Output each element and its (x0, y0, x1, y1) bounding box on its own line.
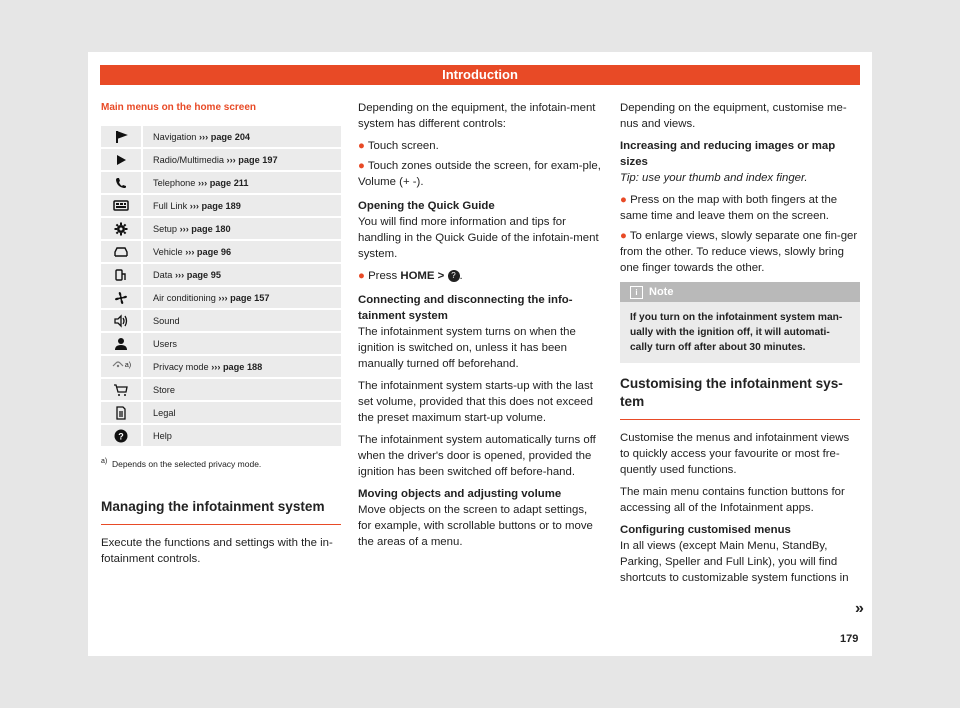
menus-subheading: Main menus on the home screen (101, 102, 257, 113)
menu-label: Store (143, 379, 341, 400)
help-icon: ? (448, 270, 460, 282)
menu-label: Data ››› page 95 (143, 264, 341, 285)
flag-icon (101, 126, 143, 147)
note-text: If you turn on the infotainment system man-ually with the ignition off, it will automati-cally turn off after about 30 minutes. (630, 312, 843, 353)
menu-label: Radio/Multimedia ››› page 197 (143, 149, 341, 170)
heading-quick-guide: Opening the Quick Guide (358, 200, 495, 212)
paragraph: In all views (except Main Menu, StandBy, Parking, Speller and Full Link), you will find shortcuts to customizable system functions in (620, 540, 849, 584)
chapter-header: Introduction (100, 65, 860, 85)
full-link-icon (101, 195, 143, 216)
section-title-customising: Customising the infotainment sys-tem (620, 375, 860, 420)
privacy-icon: a) (101, 356, 143, 377)
column-middle (358, 100, 603, 556)
heading-images: Increasing and reducing images or map sizes (620, 140, 836, 168)
menu-row (101, 425, 341, 446)
menu-row (101, 402, 341, 423)
data-icon (101, 264, 143, 285)
menu-row (101, 379, 341, 400)
heading-configuring: Configuring customised menus (620, 524, 791, 536)
menu-label: Full Link ››› page 189 (143, 195, 341, 216)
menu-row (101, 149, 341, 170)
menu-row (101, 310, 341, 331)
menu-row (101, 287, 341, 308)
menu-label: Users (143, 333, 341, 354)
menu-row (101, 218, 341, 239)
column-right (620, 100, 860, 592)
menu-row (101, 172, 341, 193)
bullet-item: ● Press on the map with both fingers at the same time and leave them on the screen. (620, 194, 838, 222)
paragraph: Execute the functions and settings with the in-fotainment controls. (101, 536, 333, 565)
paragraph: Depending on the equipment, customise me-nus and views. (620, 102, 847, 130)
play-icon (101, 149, 143, 170)
svg-text:?: ? (118, 431, 124, 441)
menu-row (101, 195, 341, 216)
page-reference: ››› page 211 (197, 177, 249, 188)
paragraph: You will find more information and tips for handling in the Quick Guide of the infotain-ment system. (358, 216, 599, 260)
menu-row (101, 356, 341, 377)
continue-mark: » (855, 600, 864, 617)
paragraph: The infotainment system turns on when the ignition is switched on, unless it has been manually turned off beforehand. (358, 326, 576, 370)
bullet-item: ● Touch screen. (358, 140, 439, 152)
sound-icon (101, 310, 143, 331)
menu-row (101, 126, 341, 147)
page-reference: ››› page 180 (179, 223, 231, 234)
user-icon (101, 333, 143, 354)
footnote: $^{a)}$ Depends on the selected privacy mode. (101, 458, 262, 469)
document-icon (101, 402, 143, 423)
heading-connecting: Connecting and disconnecting the info-tainment system (358, 294, 573, 322)
page-reference: ››› page 204 (198, 131, 251, 142)
page-reference: ››› page 189 (189, 200, 241, 211)
menu-row (101, 241, 341, 262)
info-icon: i (630, 286, 643, 299)
note-box (620, 282, 860, 363)
main-menus-table (101, 124, 341, 448)
column-left (101, 100, 341, 573)
gear-icon (101, 218, 143, 239)
tip: Tip: use your thumb and index finger. (620, 172, 808, 184)
paragraph: Depending on the equipment, the infotain-ment system has different controls: (358, 102, 596, 130)
menu-label: Sound (143, 310, 341, 331)
note-label: Note (649, 286, 674, 298)
menu-label: Navigation ››› page 204 (143, 126, 341, 147)
menu-label: Telephone ››› page 211 (143, 172, 341, 193)
menu-label: Vehicle ››› page 96 (143, 241, 341, 262)
menu-label: Privacy mode ››› page 188 (143, 356, 341, 377)
page-reference: ››› page 197 (226, 154, 278, 165)
menu-row (101, 333, 341, 354)
paragraph: The main menu contains function buttons for accessing all of the Infotainment apps. (620, 486, 845, 514)
menu-label: Help (143, 425, 341, 446)
bullet-item: ● Touch zones outside the screen, for exam-ple, Volume (+ -). (358, 160, 601, 188)
paragraph: Move objects on the screen to adapt settings, for example, with scrollable buttons or to move the areas of a menu. (358, 504, 593, 548)
menu-label: Setup ››› page 180 (143, 218, 341, 239)
paragraph: The infotainment system automatically turns off when the driver's door is opened, provided the ignition has been switched off before-hand. (358, 434, 596, 478)
page-reference: ››› page 96 (185, 246, 232, 257)
car-icon (101, 241, 143, 262)
page-reference: ››› page 188 (211, 361, 263, 372)
page-reference: ››› page 95 (174, 269, 221, 280)
bullet-item: ● Press HOME > ? . (358, 270, 463, 282)
bullet-item: ● To enlarge views, slowly separate one fin-ger from the other. To reduce views, slowly bring one finger towards the other. (620, 230, 858, 274)
paragraph: The infotainment system starts-up with the last set volume, provided that this does not exceed the preset maximum start-up volume. (358, 380, 593, 424)
paragraph: Customise the menus and infotainment views to quickly access your favourite or most fre-quently used functions. (620, 432, 850, 476)
page-reference: ››› page 157 (218, 292, 270, 303)
menu-label: Legal (143, 402, 341, 423)
menu-row (101, 264, 341, 285)
fan-icon (101, 287, 143, 308)
menu-label: Air conditioning ››› page 157 (143, 287, 341, 308)
phone-icon (101, 172, 143, 193)
heading-moving-objects: Moving objects and adjusting volume (358, 488, 562, 500)
section-title-managing: Managing the infotainment system (101, 498, 341, 525)
help-icon (101, 425, 143, 446)
page-number: 179 (840, 633, 859, 645)
cart-icon (101, 379, 143, 400)
